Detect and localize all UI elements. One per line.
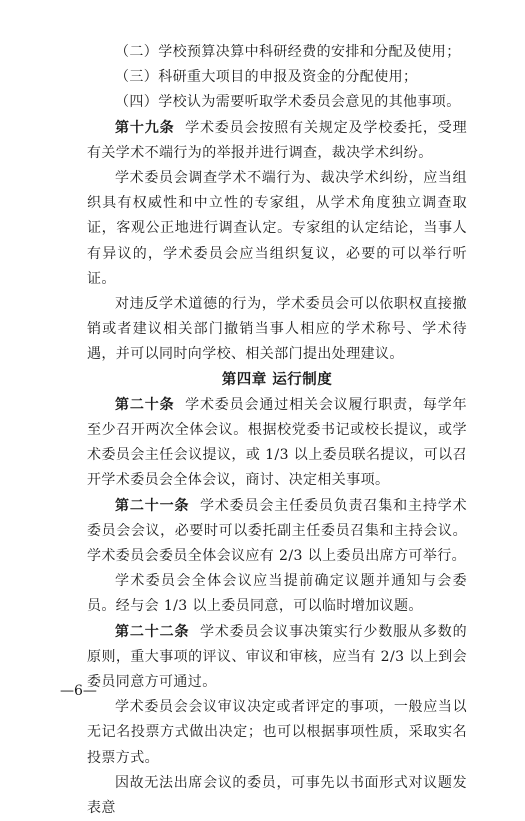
article-22-label: 第二十二条 [115, 623, 190, 640]
article-20 [87, 393, 467, 494]
paragraph-violation: 对违反学术道德的行为，学术委员会可以依职权直接撤销或者建议相关部门撤销当事人相应的学术称号、学术待遇，并可以同时向学校、相关部门提出处理建议。 [87, 296, 467, 363]
article-19 [87, 116, 467, 166]
chapter-heading: 第四章 运行制度 [221, 371, 333, 388]
paragraph-investigation: 学术委员会调查学术不端行为、裁决学术纠纷，应当组织具有权威性和中立性的专家组，从学术角度独立调查取证，客观公正地进行调查认定。专家组的认定结论，当事人有异议的，学术委员会应当组织复议，必要的可以举行听证。 [87, 170, 467, 287]
article-19-label: 第十九条 [115, 119, 175, 136]
item-4: （四）学校认为需要听取学术委员会意见的其他事项。 [115, 94, 461, 111]
article-19-text: 学术委员会按照有关规定及学校委托，受理有关学术不端行为的举报并进行调查，裁决学术纠纷。 [87, 119, 467, 161]
page-number: —6— [60, 683, 97, 699]
article-22-text: 学术委员会议事决策实行少数服从多数的原则，重大事项的评议、审议和审核，应当有 2/3 以上到会委员同意方可通过。 [87, 623, 467, 691]
paragraph-agenda: 学术委员会全体会议应当提前确定议题并通知与会委员。经与会 1/3 以上委员同意，可以临时增加议题。 [87, 573, 467, 615]
article-22 [87, 620, 467, 696]
paragraph-vote: 学术委员会会议审议决定或者评定的事项，一般应当以无记名投票方式做出决定；也可以根据事项性质，采取实名投票方式。 [87, 699, 467, 766]
article-20-label: 第二十条 [115, 396, 175, 413]
item-2: （二）学校预算决算中科研经费的安排和分配及使用； [115, 44, 461, 60]
article-20-text: 学术委员会通过相关会议履行职责，每学年至少召开两次全体会议。根据校党委书记或校长提议，或学术委员会主任会议提议，或 1/3 以上委员联名提议，可以召开学术委员会全体会议，商讨、决定相关事项。 [87, 396, 467, 489]
paragraph-absent: 因故无法出席会议的委员，可事先以书面形式对议题发表意 [87, 774, 467, 817]
document-body [87, 40, 467, 821]
article-21-text: 学术委员会主任委员负责召集和主持学术委员会会议，必要时可以委托副主任委员召集和主持会议。学术委员会委员全体会议应有 2/3 以上委员出席方可举行。 [87, 497, 467, 565]
article-21 [87, 494, 467, 570]
article-21-label: 第二十一条 [115, 497, 190, 514]
item-3: （三）科研重大项目的申报及资金的分配使用； [115, 69, 418, 86]
